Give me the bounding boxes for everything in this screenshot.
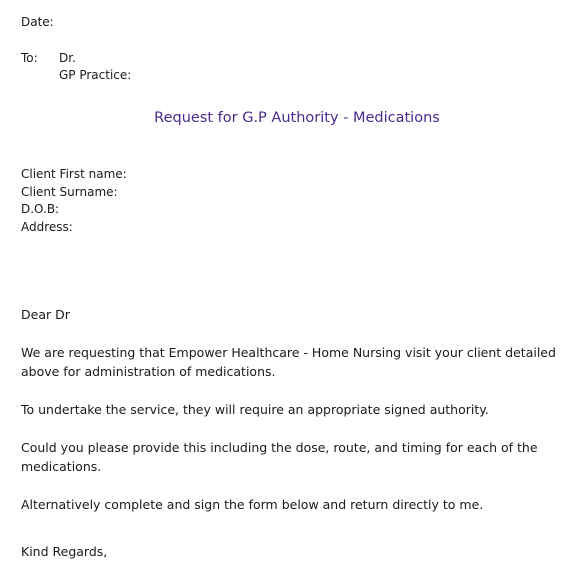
paragraph-request: We are requesting that Empower Healthcare - Home Nursing visit your client detailed above for administration of medications. [21,345,556,379]
salutation: Dear Dr [21,307,70,322]
document-title: Request for G.P Authority - Medications [154,110,440,126]
address-label: Address: [21,220,73,234]
to-label: To: [21,51,38,65]
dob-label: D.O.B: [21,202,60,216]
date-label: Date: [21,15,54,29]
paragraph-authority: To undertake the service, they will require an appropriate signed authority. [21,402,489,417]
gp-practice-label: GP Practice: [59,68,132,82]
client-first-name-label: Client First name: [21,167,127,181]
paragraph-dose-details: Could you please provide this including the dose, route, and timing for each of the medications. [21,440,538,474]
client-surname-label: Client Surname: [21,185,118,199]
closing: Kind Regards, [21,544,108,559]
paragraph-alternative: Alternatively complete and sign the form below and return directly to me. [21,497,484,512]
doctor-label: Dr. [59,51,76,65]
